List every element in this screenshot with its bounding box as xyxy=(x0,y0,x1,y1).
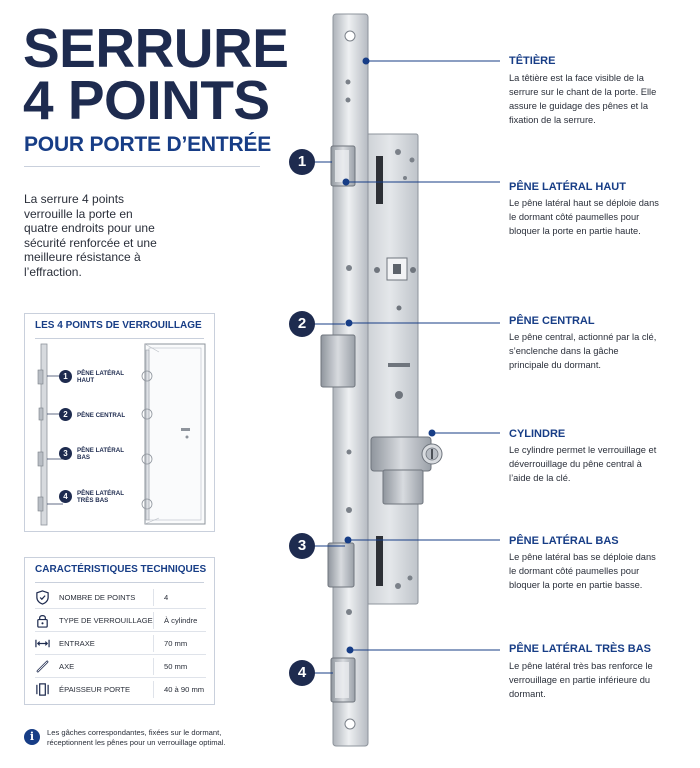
mini-point-4-badge: 4 xyxy=(59,490,72,503)
callout-bottom-bolt-title: PÊNE LATÉRAL BAS xyxy=(509,535,619,547)
callout-bottom-bolt-text: Le pêne latéral bas se déploie dans le dormant côté paumelles pour bloquer la porte en partie basse. xyxy=(509,552,656,590)
mini-point-3-badge: 3 xyxy=(59,447,72,460)
callout-top-bolt-text: Le pêne latéral haut se déploie dans le dormant côté paumelles pour bloquer la porte en partie haute. xyxy=(509,198,659,236)
intro-text: La serrure 4 points verrouille la porte en quatre endroits pour une sécurité renforcée et une meilleure résistance à l’effraction. xyxy=(24,192,157,279)
spec-label: NOMBRE DE POINTS xyxy=(59,593,136,602)
mini-point-1-badge: 1 xyxy=(59,370,72,383)
title-line-2: 4 POINTS xyxy=(23,69,270,131)
callout-central-bolt-title: PÊNE CENTRAL xyxy=(509,315,595,327)
callout-cylinder-text: Le cylindre permet le verrouillage et déverrouillage du pêne central à l’aide de la clé. xyxy=(509,445,657,483)
specs-title: CARACTÉRISTIQUES TECHNIQUES xyxy=(35,564,207,575)
spec-value: 4 xyxy=(164,593,169,602)
bolt-very-bottom xyxy=(331,658,355,702)
footnote-text: Les gâches correspondantes, fixées sur le dormant, réceptionnent les pênes pour un verrouillage optimal. xyxy=(47,728,226,747)
mini-point-3-label: PÊNE LATÉRAL BAS xyxy=(77,447,124,461)
spec-label: ENTRAXE xyxy=(59,639,95,648)
spec-label: ÉPAISSEUR PORTE xyxy=(59,685,131,694)
title-line-1: SERRURE xyxy=(23,17,289,79)
point-badge-3: 3 xyxy=(289,533,315,559)
callout-central-bolt-text: Le pêne central, actionné par la clé, s’enclenche dans la gâche principale du dormant. xyxy=(509,332,657,370)
mini-point-1-label: PÊNE LATÉRAL HAUT xyxy=(77,370,124,384)
callout-tetiere-text: La têtière est la face visible de la serrure sur le chant de la porte. Elle assure le guidage des pênes et la fixation de la serrure. xyxy=(509,73,657,125)
point-badge-2: 2 xyxy=(289,311,315,337)
spec-value: 50 mm xyxy=(164,662,188,671)
page-subtitle: POUR PORTE D’ENTRÉE xyxy=(24,133,272,156)
callout-top-bolt-title: PÊNE LATÉRAL HAUT xyxy=(509,181,626,193)
callout-tetiere-title: TÊTIÈRE xyxy=(509,55,556,67)
callout-very-bottom-bolt-text: Le pêne latéral très bas renforce le verrouillage en partie inférieure du dormant. xyxy=(509,661,653,699)
spec-value: 40 à 90 mm xyxy=(164,685,205,694)
lock-case xyxy=(362,134,418,604)
point-badge-1: 1 xyxy=(289,149,315,175)
mini-point-2-badge: 2 xyxy=(59,408,72,421)
spec-value: 70 mm xyxy=(164,639,188,648)
info-icon: i xyxy=(24,729,40,745)
spec-value: À cylindre xyxy=(164,616,198,625)
locking-points-title: LES 4 POINTS DE VERROUILLAGE xyxy=(35,320,202,331)
bolt-bottom xyxy=(328,543,354,587)
callout-very-bottom-bolt-title: PÊNE LATÉRAL TRÈS BAS xyxy=(509,643,651,655)
point-badge-4: 4 xyxy=(289,660,315,686)
mini-point-4-label: PÊNE LATÉRAL TRÈS BAS xyxy=(77,490,124,504)
bolt-top xyxy=(331,146,355,186)
spec-label: AXE xyxy=(59,662,75,671)
spec-label: TYPE DE VERROUILLAGE xyxy=(59,616,153,625)
bolt-central xyxy=(321,335,355,387)
callout-cylinder-title: CYLINDRE xyxy=(509,428,566,440)
mini-point-2-label: PÊNE CENTRAL xyxy=(77,412,126,419)
